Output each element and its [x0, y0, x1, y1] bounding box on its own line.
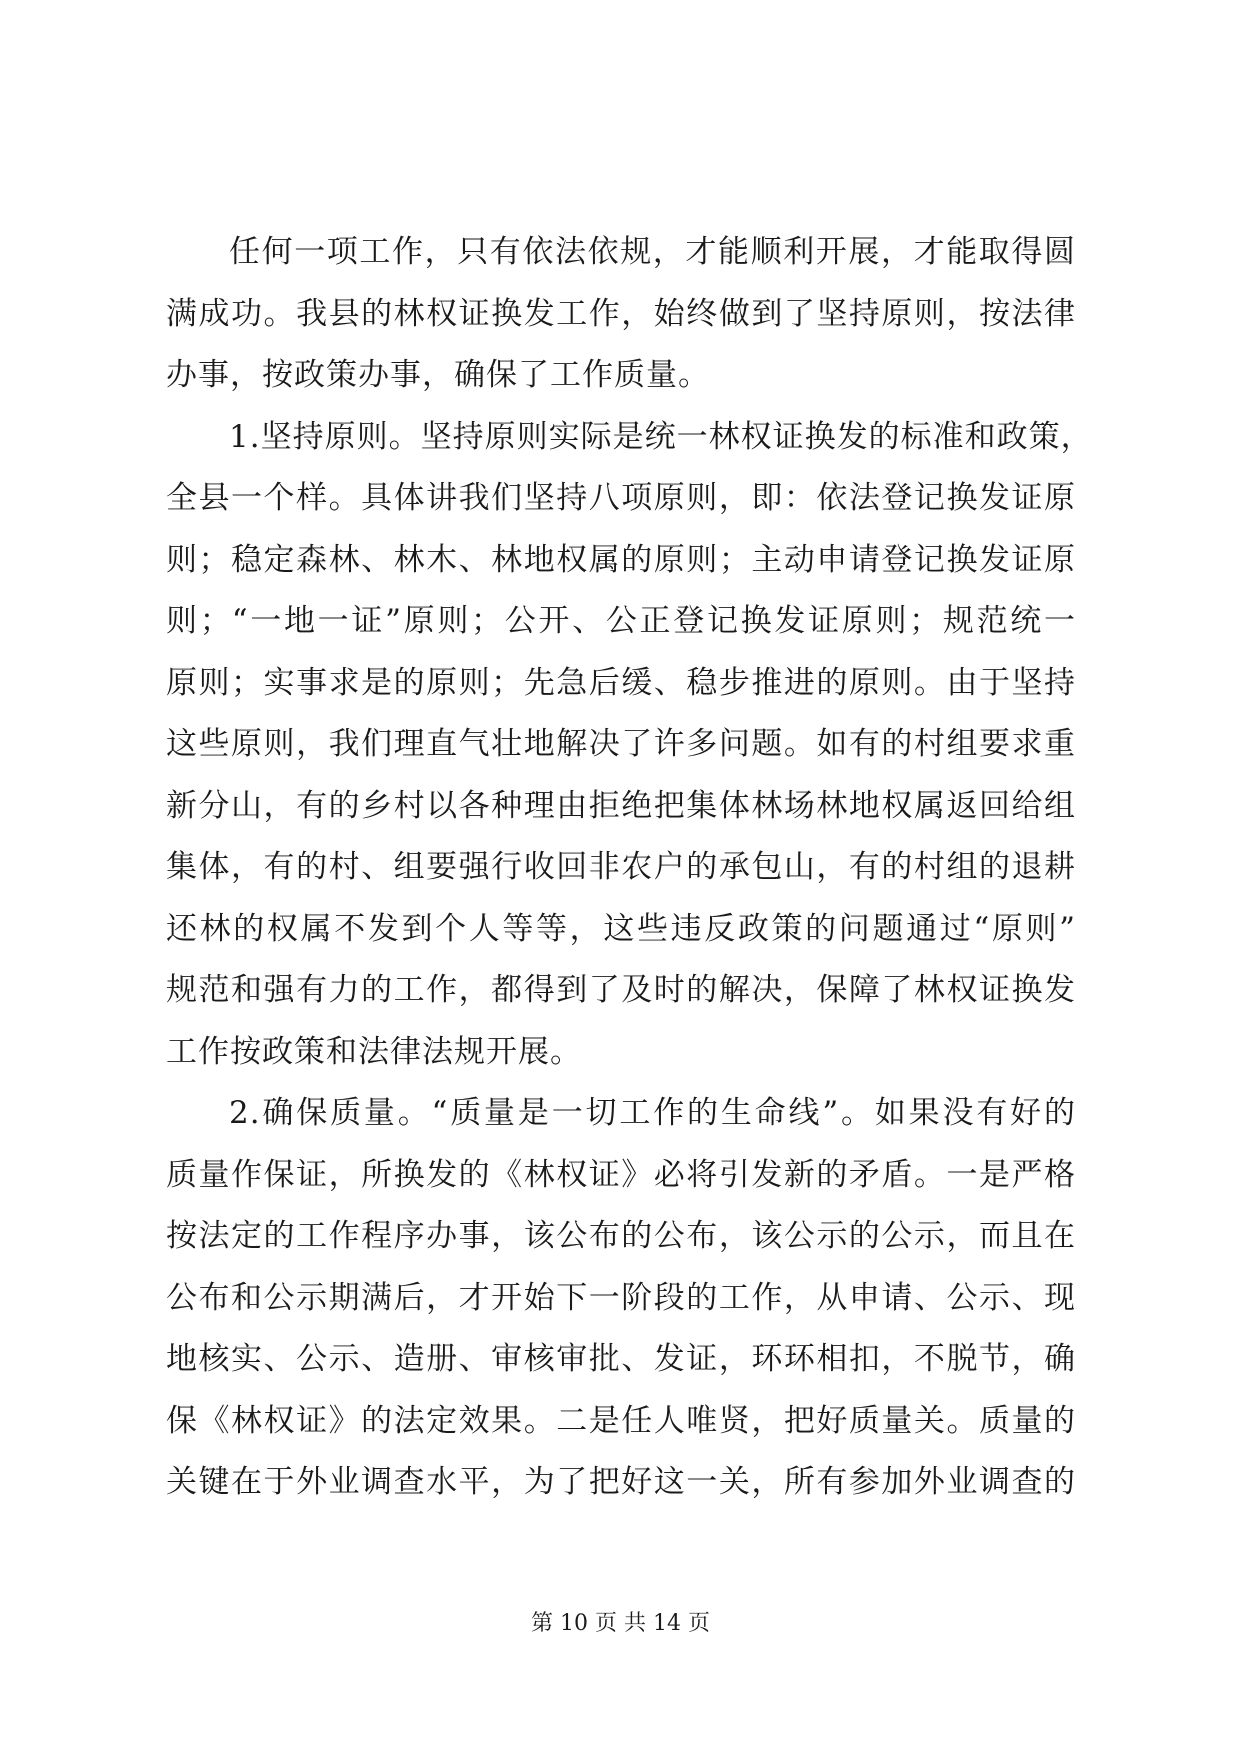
paragraph-line: 则；“一地一证”原则；公开、公正登记换发证原则；规范统一	[166, 603, 1076, 639]
paragraph-line: 全县一个样。具体讲我们坚持八项原则，即：依法登记换发证原	[166, 480, 1076, 516]
paragraph-line: 还林的权属不发到个人等等，这些违反政策的问题通过“原则”	[166, 910, 1076, 947]
paragraph-line: 原则；实事求是的原则；先急后缓、稳步推进的原则。由于坚持	[166, 664, 1076, 701]
paragraph-line: 按法定的工作程序办事，该公布的公布，该公示的公示，而且在	[166, 1218, 1076, 1254]
paragraph-line: 办事，按政策办事，确保了工作质量。	[166, 357, 710, 393]
paragraph-line: 规范和强有力的工作，都得到了及时的解决，保障了林权证换发	[166, 972, 1076, 1008]
page-number-footer: 第 10 页 共 14 页	[531, 1611, 710, 1636]
paragraph-line: 这些原则，我们理直气壮地解决了许多问题。如有的村组要求重	[166, 726, 1076, 762]
paragraph-2	[166, 407, 1093, 1084]
paragraph-line: 关键在于外业调查水平，为了把好这一关，所有参加外业调查的	[166, 1464, 1076, 1500]
paragraph-line: 1.坚持原则。坚持原则实际是统一林权证换发的标准和政策，	[229, 418, 1093, 455]
paragraph-1	[166, 222, 1076, 407]
paragraph-line: 满成功。我县的林权证换发工作，始终做到了坚持原则，按法律	[166, 295, 1076, 332]
paragraph-line: 新分山，有的乡村以各种理由拒绝把集体林场林地权属返回给组	[166, 787, 1076, 824]
paragraph-line: 公布和公示期满后，才开始下一阶段的工作，从申请、公示、现	[166, 1279, 1076, 1316]
paragraph-line: 则；稳定森林、林木、林地权属的原则；主动申请登记换发证原	[166, 541, 1076, 578]
paragraph-3	[166, 1083, 1076, 1514]
paragraph-line: 2.确保质量。“质量是一切工作的生命线”。如果没有好的	[229, 1095, 1076, 1131]
paragraph-line: 工作按政策和法律法规开展。	[166, 1033, 582, 1070]
document-body	[166, 222, 1093, 1514]
paragraph-line: 任何一项工作，只有依法依规，才能顺利开展，才能取得圆	[229, 234, 1076, 270]
paragraph-line: 保《林权证》的法定效果。二是任人唯贤，把好质量关。质量的	[166, 1402, 1076, 1439]
paragraph-line: 质量作保证，所换发的《林权证》必将引发新的矛盾。一是严格	[166, 1156, 1076, 1193]
paragraph-line: 集体，有的村、组要强行收回非农户的承包山，有的村组的退耕	[166, 849, 1076, 885]
paragraph-line: 地核实、公示、造册、审核审批、发证，环环相扣，不脱节，确	[166, 1341, 1076, 1377]
